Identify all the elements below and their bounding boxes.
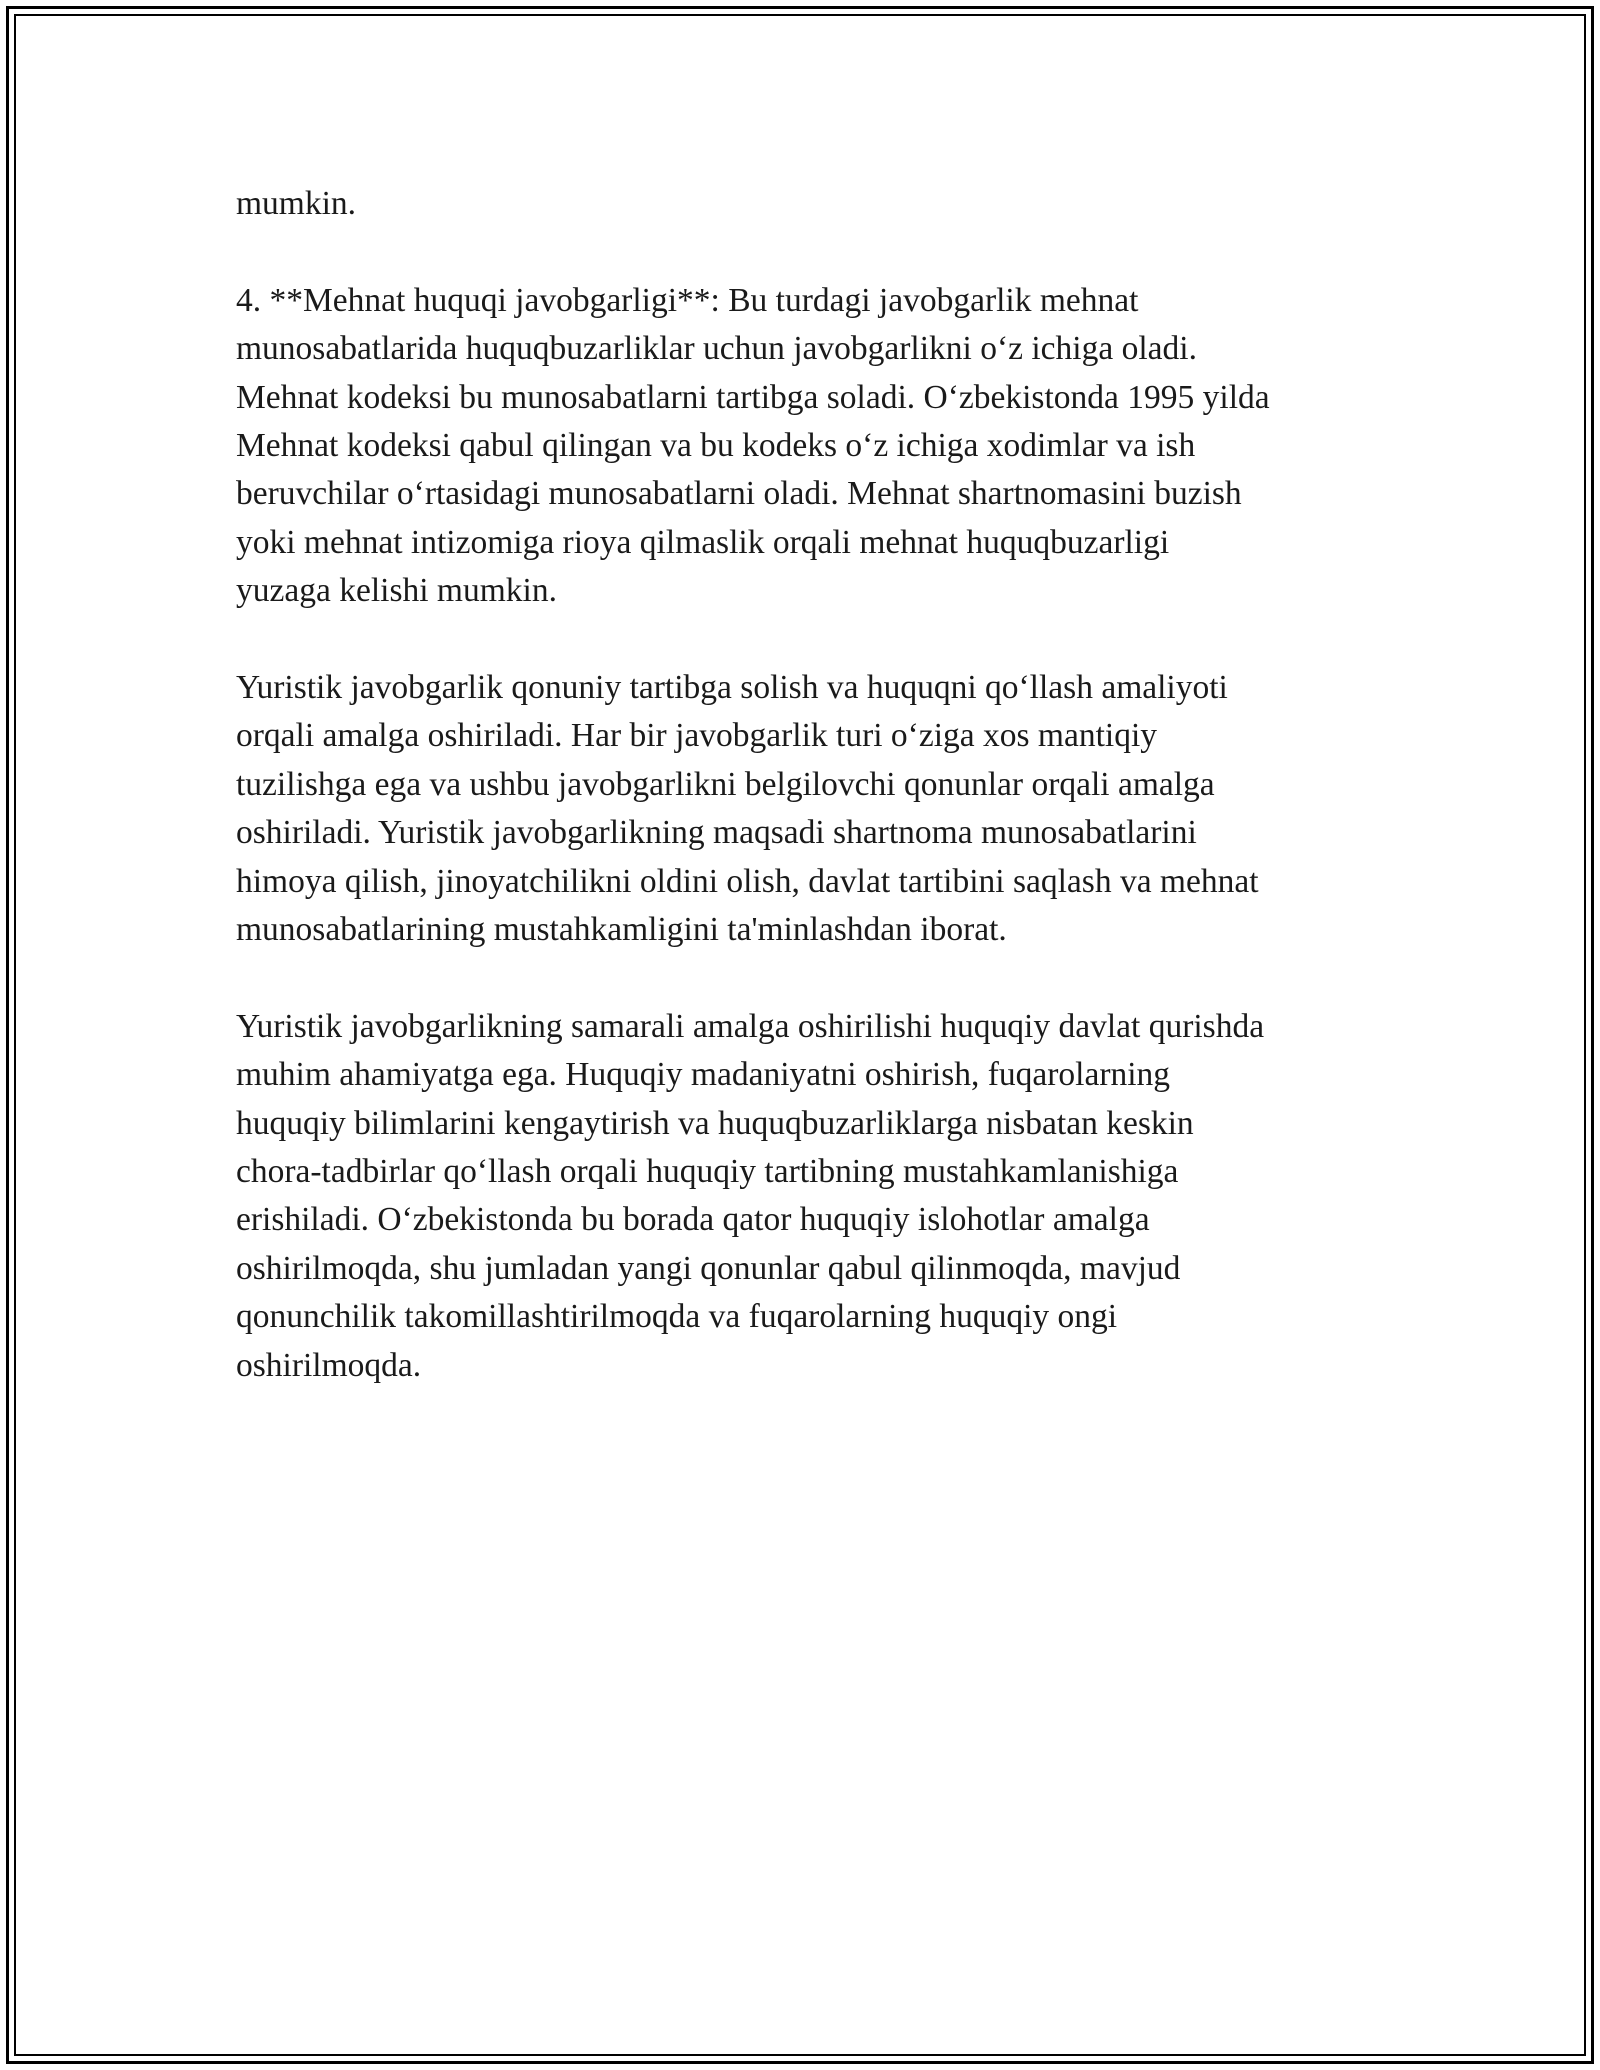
text-line: oshirilmoqda. [236,1346,422,1384]
text-line: oshiriladi. Yuristik javobgarlikning maqsadi shartnoma munosabatlarini [236,814,1197,852]
text-line: munosabatlarining mustahkamligini ta'minlashdan iborat. [236,911,1007,949]
text-line: Yuristik javobgarlik qonuniy tartibga solish va huquqni qo‘llash amaliyoti [236,669,1228,707]
text-line: yoki mehnat intizomiga rioya qilmaslik orqali mehnat huquqbuzarligi [236,523,1170,561]
text-line: chora-tadbirlar qo‘llash orqali huquqiy tartibning mustahkamlanishiga [236,1153,1179,1191]
text-line: yuzaga kelishi mumkin. [236,572,557,610]
paragraph-effective-implementation [236,1003,1376,1390]
text-line: Yuristik javobgarlikning samarali amalga oshirilishi huquqiy davlat qurishda [236,1007,1265,1045]
text-line: munosabatlarida huquqbuzarliklar uchun javobgarlikni o‘z ichiga oladi. [236,330,1197,368]
document-body [236,180,1376,1439]
text-line: muhim ahamiyatga ega. Huquqiy madaniyatni oshirish, fuqarolarning [236,1056,1171,1094]
text-line: tuzilishga ega va ushbu javobgarlikni belgilovchi qonunlar orqali amalga [236,765,1215,803]
paragraph-labor-law-liability [236,277,1376,616]
text-line: orqali amalga oshiriladi. Har bir javobgarlik turi o‘ziga xos mantiqiy [236,717,1158,755]
text-line: oshirilmoqda, shu jumladan yangi qonunlar qabul qilinmoqda, mavjud [236,1249,1181,1287]
paragraph-continuation [236,180,1376,228]
text-line: huquqiy bilimlarini kengaytirish va huquqbuzarliklarga nisbatan keskin [236,1104,1194,1142]
text-line: mumkin. [236,185,357,222]
text-line: beruvchilar o‘rtasidagi munosabatlarni oladi. Mehnat shartnomasini buzish [236,475,1242,513]
text-line: Mehnat kodeksi bu munosabatlarni tartibga soladi. O‘zbekistonda 1995 yilda [236,378,1270,416]
text-line: Mehnat kodeksi qabul qilingan va bu kodeks o‘z ichiga xodimlar va ish [236,427,1196,465]
text-line: qonunchilik takomillashtirilmoqda va fuqarolarning huquqiy ongi [236,1298,1118,1336]
paragraph-legal-liability-implementation [236,664,1376,954]
text-line: 4. **Mehnat huquqi javobgarligi**: Bu turdagi javobgarlik mehnat [236,281,1139,319]
text-line: himoya qilish, jinoyatchilikni oldini olish, davlat tartibini saqlash va mehnat [236,862,1259,900]
text-line: erishiladi. O‘zbekistonda bu borada qator huquqiy islohotlar amalga [236,1201,1150,1239]
